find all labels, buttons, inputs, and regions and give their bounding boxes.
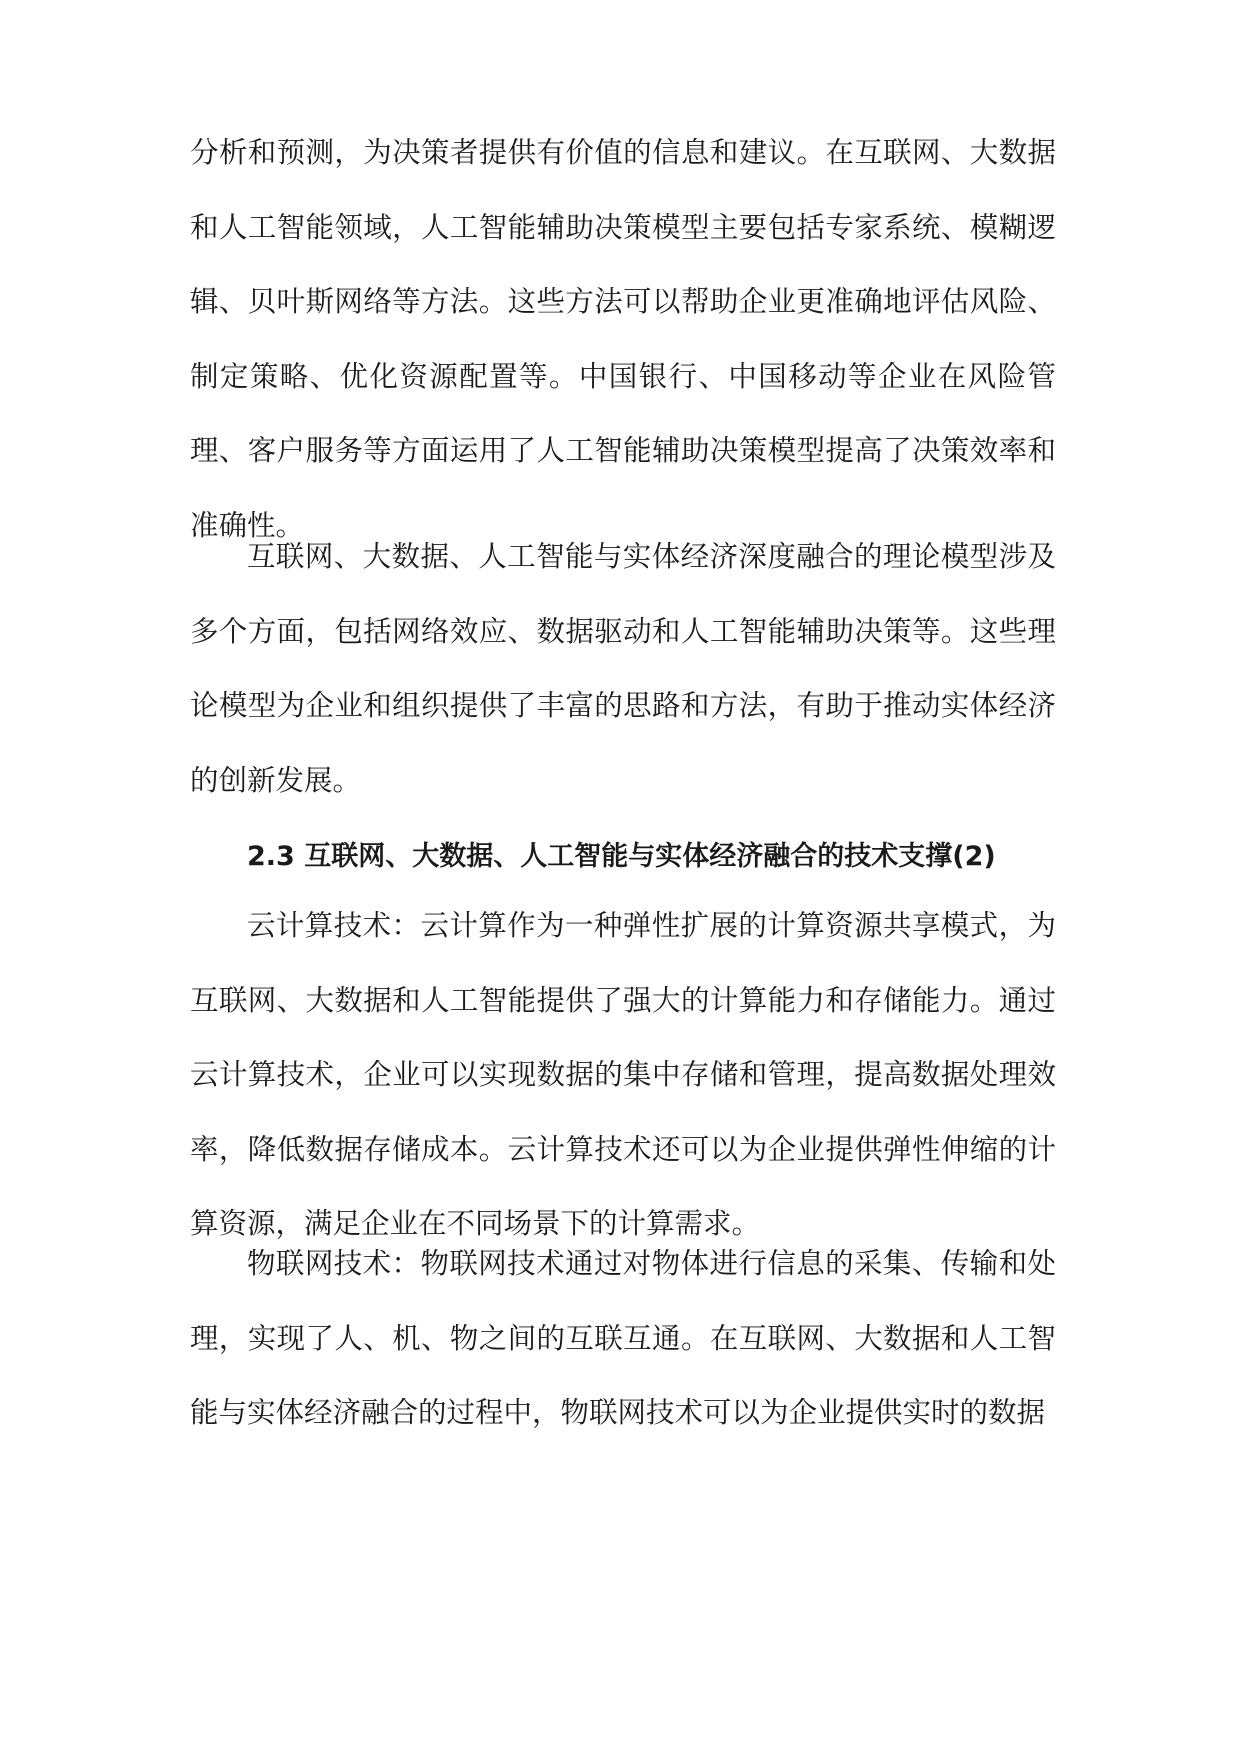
section-heading: 2.3 互联网、大数据、人工智能与实体经济融合的技术支撑(2) [247,841,996,872]
paragraph-iot: 物联网技术：物联网技术通过对物体进行信息的采集、传输和处理，实现了人、机、物之间的互联互通。在互联网、大数据和人工智能与实体经济融合的过程中，物联网技术可以为企业提供实时的数据 [190,1247,1056,1429]
paragraph-decision-models: 分析和预测，为决策者提供有价值的信息和建议。在互联网、大数据和人工智能领域，人工智能辅助决策模型主要包括专家系统、模糊逻辑、贝叶斯网络等方法。这些方法可以帮助企业更准确地评估风险、制定策略、优化资源配置等。中国银行、中国移动等企业在风险管理、客户服务等方面运用了人工智能辅助决策模型提高了决策效率和准确性。 [190,136,1056,542]
paragraph-cloud-computing: 云计算技术：云计算作为一种弹性扩展的计算资源共享模式，为互联网、大数据和人工智能提供了强大的计算能力和存储能力。通过云计算技术，企业可以实现数据的集中存储和管理，提高数据处理效率，降低数据存储成本。云计算技术还可以为企业提供弹性伸缩的计算资源，满足企业在不同场景下的计算需求。 [190,909,1056,1240]
paragraph-theory-summary: 互联网、大数据、人工智能与实体经济深度融合的理论模型涉及多个方面，包括网络效应、数据驱动和人工智能辅助决策等。这些理论模型为企业和组织提供了丰富的思路和方法，有助于推动实体经济的创新发展。 [190,540,1056,797]
